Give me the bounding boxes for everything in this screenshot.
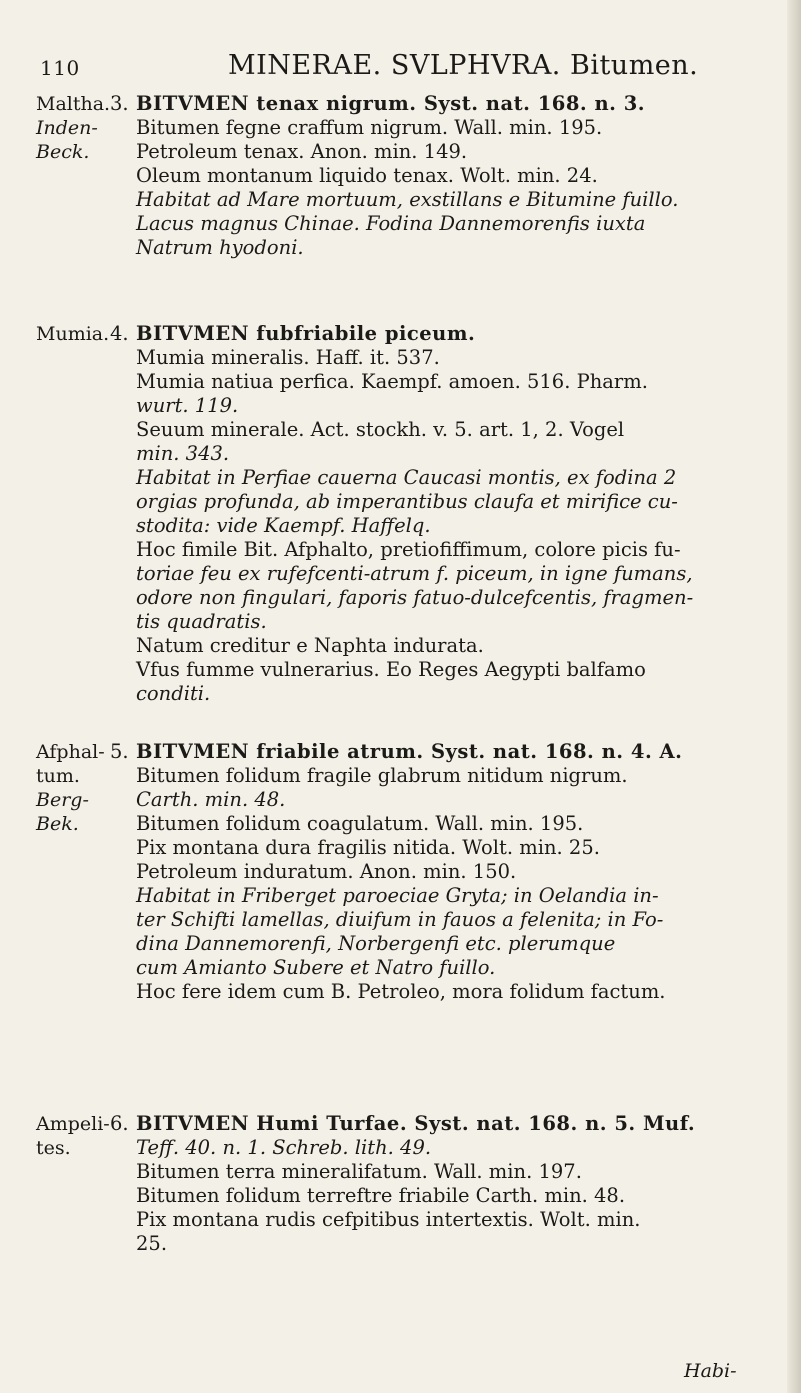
entry-line: BITVMEN fubfriabile piceum. — [136, 322, 476, 345]
entry-line: dina Dannemorenfi, Norbergenfi etc. plerumque — [136, 932, 616, 955]
margin-line: Berg-Bek. — [36, 789, 89, 835]
entry-line: tis quadratis. — [136, 610, 267, 633]
margin-line: Mumia. — [36, 323, 110, 345]
entry-line: Seuum minerale. Act. stockh. v. 5. art. 1, 2. Vogel — [136, 418, 625, 441]
entry-line: Bitumen folidum coagulatum. Wall. min. 195. — [136, 812, 584, 835]
entry-line: Bitumen terra mineralifatum. Wall. min. 197. — [136, 1160, 582, 1183]
entry-line: Pix montana rudis cefpitibus intertextis. Wolt. min. — [136, 1208, 641, 1231]
entry-line: cum Amianto Subere et Natro fuillo. — [136, 956, 496, 979]
page-header — [40, 50, 760, 86]
entry-line: toriae feu ex rufefcenti-atrum f. piceum, in igne fumans, — [136, 562, 693, 585]
margin-line: Afphal- — [36, 741, 105, 763]
entry-line: odore non fingulari, faporis fatuo-dulcefcentis, fragmen- — [136, 586, 694, 609]
entry-number: 6. — [110, 1112, 129, 1135]
entry-line: Petroleum induratum. Anon. min. 150. — [136, 860, 517, 883]
entry-line: Pix montana dura fragilis nitida. Wolt. min. 25. — [136, 836, 600, 859]
catchword: Habi- — [684, 1360, 737, 1382]
entry-line: Mumia mineralis. Haff. it. 537. — [136, 346, 440, 369]
entry-line: Bitumen folidum fragile glabrum nitidum nigrum. — [136, 764, 628, 787]
margin-note-afphaltum — [36, 740, 106, 836]
margin-line: Ampeli- — [36, 1113, 110, 1135]
margin-note-maltha — [36, 92, 111, 164]
entry-line: Vfus fumme vulnerarius. Eo Reges Aegypti balfamo — [136, 658, 646, 681]
entry-line: BITVMEN friabile atrum. Syst. nat. 168. n. 4. A. — [136, 740, 683, 763]
entry-number: 3. — [110, 92, 129, 115]
entry-line: Habitat in Friberget paroeciae Gryta; in Oelandia in- — [136, 884, 659, 907]
running-title: MINERAE. SVLPHVRA. Bitumen. — [228, 50, 699, 81]
entry-line: Hoc fimile Bit. Afphalto, pretiofiffimum, colore picis fu- — [136, 538, 681, 561]
margin-note-mumia — [36, 322, 110, 346]
entry-number: 5. — [110, 740, 129, 763]
margin-note-ampelites — [36, 1112, 110, 1160]
margin-line: Inden- — [36, 117, 98, 139]
entry-line: 25. — [136, 1232, 168, 1255]
entry-line: Habitat in Perfiae cauerna Caucasi montis, ex fodina 2 — [136, 466, 677, 489]
entry-line: ter Schifti lamellas, diuifum in fauos a felenita; in Fo- — [136, 908, 664, 931]
entry-line: Natum creditur e Naphta indurata. — [136, 634, 484, 657]
entry-line: Bitumen fegne craffum nigrum. Wall. min. 195. — [136, 116, 603, 139]
margin-line: Beck. — [36, 141, 90, 163]
entry-line: stodita: vide Kaempf. Haffelq. — [136, 514, 431, 537]
page-edge-shadow — [787, 0, 801, 1393]
entry-line: Hoc fere idem cum B. Petroleo, mora folidum factum. — [136, 980, 666, 1003]
entry-number: 4. — [110, 322, 129, 345]
entry-line: BITVMEN tenax nigrum. Syst. nat. 168. n. 3. — [136, 92, 646, 115]
entry-line: conditi. — [136, 682, 211, 705]
entry-line: min. 343. — [136, 442, 230, 465]
entry-line: Mumia natiua perfica. Kaempf. amoen. 516. Pharm. — [136, 370, 648, 393]
entry-line: Habitat ad Mare mortuum, exstillans e Bitumine fuillo. — [136, 188, 679, 211]
entry-line: Lacus magnus Chinae. Fodina Dannemorenfis iuxta — [136, 212, 646, 235]
margin-line: tes. — [36, 1137, 71, 1159]
entry-line: Teff. 40. n. 1. Schreb. lith. 49. — [136, 1136, 432, 1159]
entry-line: orgias profunda, ab imperantibus claufa et mirifice cu- — [136, 490, 678, 513]
margin-line: Maltha. — [36, 93, 111, 115]
entry-line: Petroleum tenax. Anon. min. 149. — [136, 140, 468, 163]
entry-line: BITVMEN Humi Turfae. Syst. nat. 168. n. 5. Muf. — [136, 1112, 696, 1135]
entry-line: Carth. min. 48. — [136, 788, 286, 811]
entry-line: wurt. 119. — [136, 394, 239, 417]
entry-line: Natrum hyodoni. — [136, 236, 304, 259]
entry-line: Bitumen folidum terreftre friabile Carth. min. 48. — [136, 1184, 626, 1207]
page-number: 110 — [40, 56, 80, 80]
margin-line: tum. — [36, 765, 80, 787]
entry-line: Oleum montanum liquido tenax. Wolt. min. 24. — [136, 164, 598, 187]
